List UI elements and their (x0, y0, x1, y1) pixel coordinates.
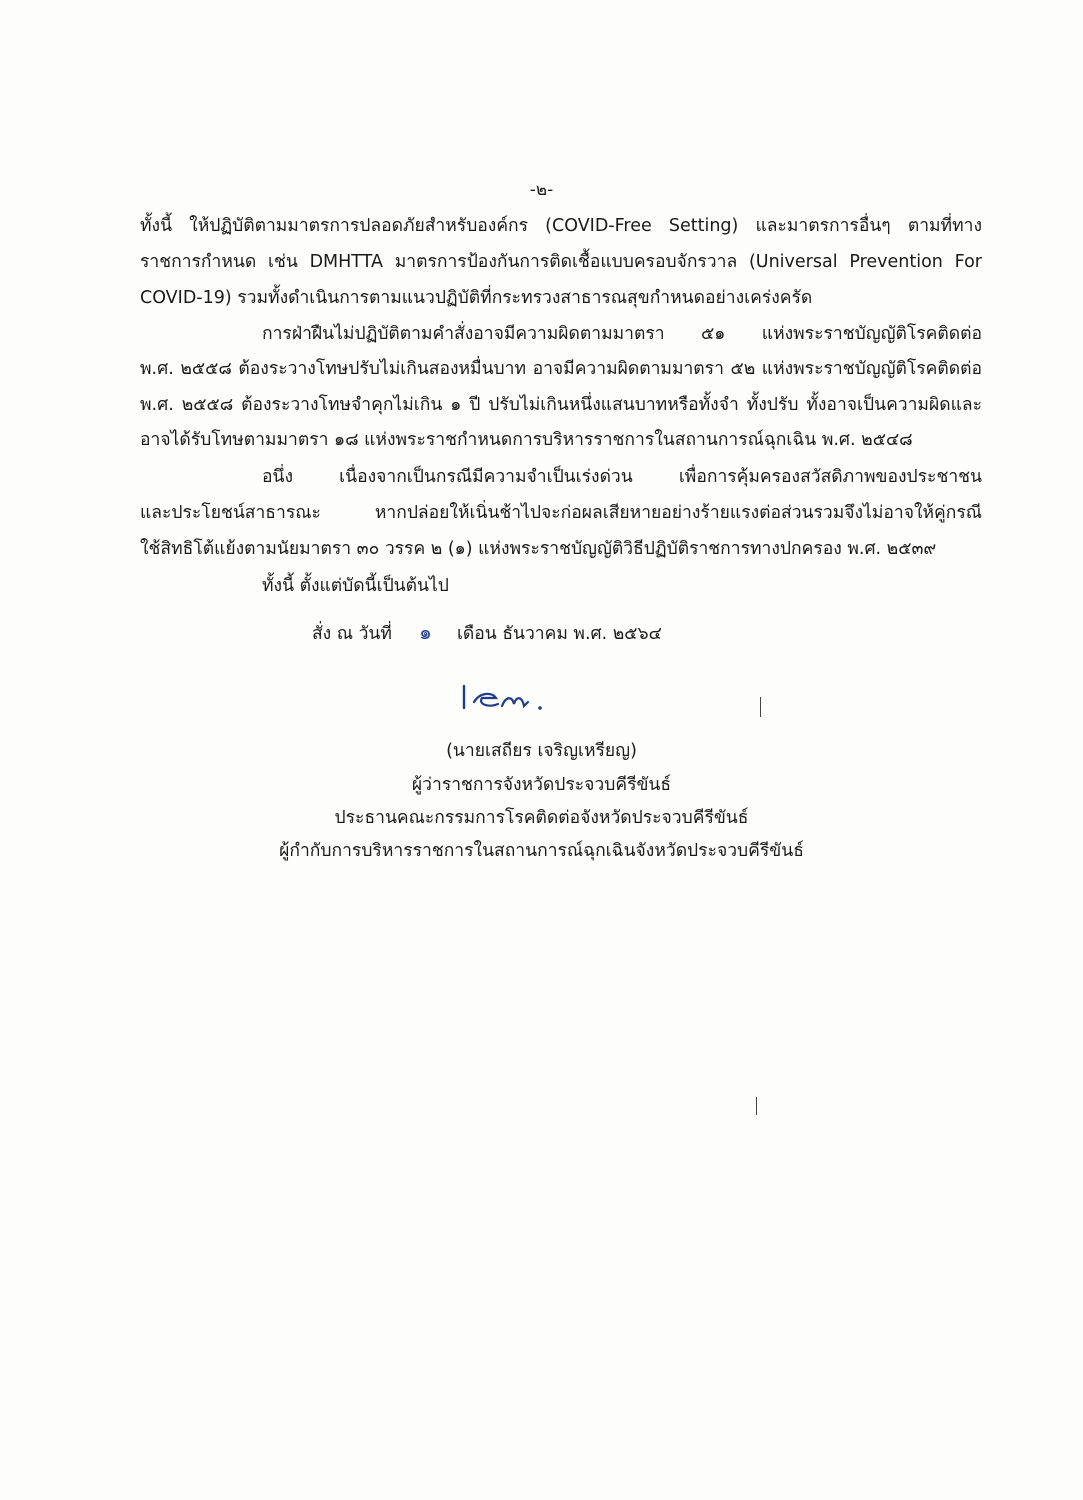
signatory-title-1: ผู้ว่าราชการจังหวัดประจวบคีรีขันธ์ (411, 775, 672, 795)
paragraph1-line-2: ราชการกำหนด เช่น DMHTTA มาตรการป้องกันการติดเชื้อแบบครอบจักรวาล (Universal Prevention For (140, 252, 982, 272)
page-number: -๒- (529, 180, 554, 200)
paragraph1-line-1: ทั้งนี้ ให้ปฏิบัติตามมาตรการปลอดภัยสำหรับองค์กร (COVID-Free Setting) และมาตรการอื่นๆ ตามที่ทาง (140, 216, 982, 236)
paragraph1-line-3: COVID-19) รวมทั้งดำเนินการตามแนวปฏิบัติที่กระทรวงสาธารณสุขกำหนดอย่างเคร่งครัด (140, 288, 813, 308)
scan-mark (756, 1097, 757, 1115)
order-date-prefix: สั่ง ณ วันที่ (312, 624, 392, 644)
paragraph2-line-2: พ.ศ. ๒๕๕๘ ต้องระวางโทษปรับไม่เกินสองหมื่นบาท อาจมีความผิดตามมาตรา ๕๒ แห่งพระราชบัญญัติโรคติดต่อ (140, 359, 982, 379)
order-date-day: ๑ (419, 620, 432, 644)
paragraph2-line-1: การฝ่าฝืนไม่ปฏิบัติตามคำสั่งอาจมีความผิดตามมาตรา ๕๑ แห่งพระราชบัญญัติโรคติดต่อ (262, 324, 982, 344)
paragraph3-line-3: ใช้สิทธิโต้แย้งตามนัยมาตรา ๓๐ วรรค ๒ (๑) แห่งพระราชบัญญัติวิธีปฏิบัติราชการทางปกครอง พ.ศ. ๒๕๓๙ (140, 539, 937, 559)
paragraph2-line-3: พ.ศ. ๒๕๕๘ ต้องระวางโทษจำคุกไม่เกิน ๑ ปี ปรับไม่เกินหนึ่งแสนบาทหรือทั้งจำ ทั้งปรับ ทั้งอาจเป็นความผิดและ (140, 395, 982, 415)
signatory-title-2: ประธานคณะกรรมการโรคติดต่อจังหวัดประจวบคีรีขันธ์ (334, 808, 749, 828)
effective-clause: ทั้งนี้ ตั้งแต่บัดนี้เป็นต้นไป (262, 576, 449, 596)
signatory-name: (นายเสถียร เจริญเหรียญ) (446, 741, 637, 761)
paragraph2-line-4: อาจได้รับโทษตามมาตรา ๑๘ แห่งพระราชกำหนดการบริหารราชการในสถานการณ์ฉุกเฉิน พ.ศ. ๒๕๔๘ (140, 430, 913, 450)
order-date (312, 622, 662, 644)
signatory-title-3: ผู้กำกับการบริหารราชการในสถานการณ์ฉุกเฉินจังหวัดประจวบคีรีขันธ์ (279, 841, 804, 861)
paragraph3-line-1: อนึ่ง เนื่องจากเป็นกรณีมีความจำเป็นเร่งด่วน เพื่อการคุ้มครองสวัสดิภาพของประชาชน (262, 467, 982, 487)
paragraph3-line-2: และประโยชน์สาธารณะ หากปล่อยให้เนิ่นช้าไปจะก่อผลเสียหายอย่างร้ายแรงต่อส่วนรวมจึงไม่อาจให้คู่กรณี (140, 503, 982, 523)
order-date-suffix: เดือน ธันวาคม พ.ศ. ๒๕๖๔ (456, 624, 662, 644)
scan-mark (760, 697, 761, 717)
signature-image (458, 678, 578, 718)
